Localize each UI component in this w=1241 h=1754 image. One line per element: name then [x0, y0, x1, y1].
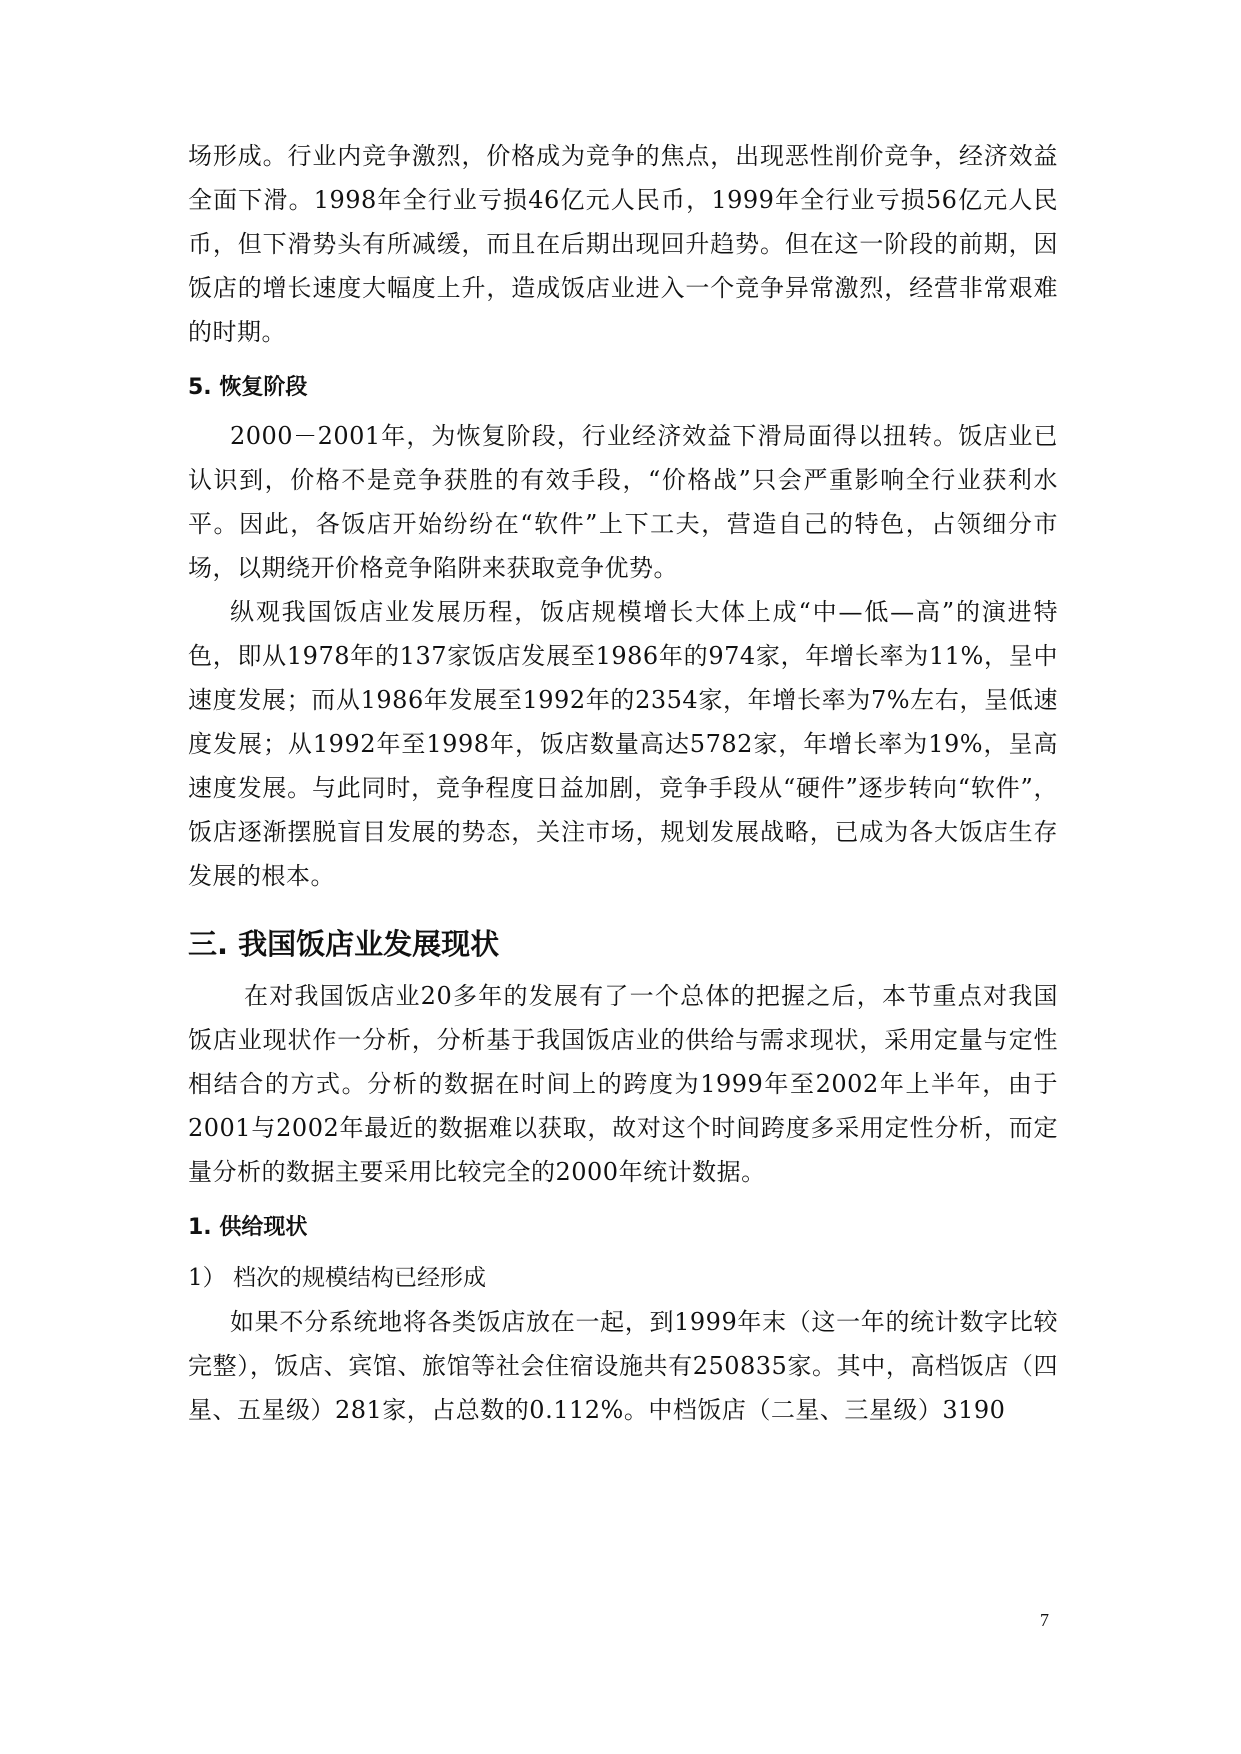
- section-heading-current-status: 三. 我国饭店业发展现状: [188, 927, 500, 961]
- paragraph-section-intro: 在对我国饭店业20多年的发展有了一个总体的把握之后，本节重点对我国饭店业现状作一分析，分析基于我国饭店业的供给与需求现状，采用定量与定性相结合的方式。分析的数据在时间上的跨度为1999年至2002年上半年，由于2001与2002年最近的数据难以获取，故对这个时间跨度多采用定性分析，而定量分析的数据主要采用比较完全的2000年统计数据。: [188, 982, 1058, 1186]
- paragraph-grade-structure: 如果不分系统地将各类饭店放在一起，到1999年末（这一年的统计数字比较完整），饭店、宾馆、旅馆等社会住宿设施共有250835家。其中，高档饭店（四星、五星级）281家，占总数的0.112%。中档饭店（二星、三星级）3190: [188, 1308, 1058, 1424]
- subheading-supply-status: 1. 供给现状: [188, 1215, 308, 1240]
- subheading-recovery-stage: 5. 恢复阶段: [188, 375, 308, 400]
- paragraph-decline-continued: 场形成。行业内竞争激烈，价格成为竞争的焦点，出现恶性削价竞争，经济效益全面下滑。1998年全行业亏损46亿元人民币，1999年全行业亏损56亿元人民币，但下滑势头有所减缓，而且在后期出现回升趋势。但在这一阶段的前期，因饭店的增长速度大幅度上升，造成饭店业进入一个竞争异常激烈，经营非常艰难的时期。: [188, 142, 1058, 346]
- paragraph-overview: 纵观我国饭店业发展历程，饭店规模增长大体上成“中—低—高”的演进特色，即从1978年的137家饭店发展至1986年的974家，年增长率为11%，呈中速度发展；而从1986年发展至1992年的2354家，年增长率为7%左右，呈低速度发展；从1992年至1998年，饭店数量高达5782家，年增长率为19%，呈高速度发展。与此同时，竞争程度日益加剧，竞争手段从“硬件”逐步转向“软件”，饭店逐渐摆脱盲目发展的势态，关注市场，规划发展战略，已成为各大饭店生存发展的根本。: [188, 598, 1058, 890]
- page-number: 7: [1040, 1610, 1049, 1630]
- item-heading-grade-structure: 1） 档次的规模结构已经形成: [188, 1265, 486, 1291]
- document-body: [188, 134, 1058, 1432]
- paragraph-recovery: 2000－2001年，为恢复阶段，行业经济效益下滑局面得以扭转。饭店业已认识到，价格不是竞争获胜的有效手段，“价格战”只会严重影响全行业获利水平。因此，各饭店开始纷纷在“软件”上下工夫，营造自己的特色，占领细分市场，以期绕开价格竞争陷阱来获取竞争优势。: [188, 422, 1058, 582]
